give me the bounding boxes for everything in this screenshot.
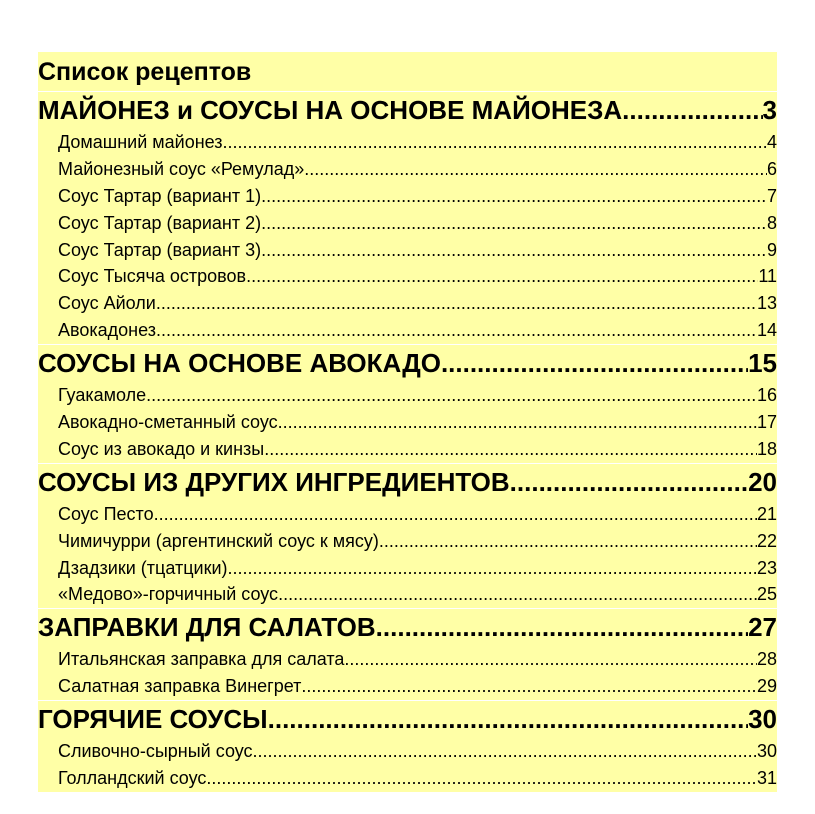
dot-leader — [223, 129, 767, 156]
entry-title: «Медово»-горчичный соус — [58, 584, 279, 605]
section-title: СОУСЫ ИЗ ДРУГИХ ИНГРЕДИЕНТОВ — [38, 466, 510, 497]
toc-entry-row[interactable] — [38, 673, 777, 700]
toc-entry-row[interactable] — [38, 210, 777, 237]
dot-leader — [510, 464, 748, 501]
toc-section-row[interactable] — [38, 463, 777, 501]
entry-title: Салатная заправка Винегрет — [58, 676, 302, 697]
dot-leader — [304, 156, 767, 183]
dot-leader — [379, 528, 757, 555]
toc-entry-row[interactable] — [38, 738, 777, 765]
toc-section-row[interactable] — [38, 344, 777, 382]
page-number: 15 — [748, 348, 777, 379]
page-number: 16 — [756, 385, 777, 406]
entry-title: Чимичурри (аргентинский соус к мясу) — [58, 530, 379, 551]
entry-title: Итальянская заправка для салата — [58, 649, 345, 670]
page-number: 6 — [766, 158, 777, 179]
page-number: 4 — [766, 132, 777, 152]
toc-entry-row[interactable] — [38, 646, 777, 673]
dot-leader — [253, 738, 757, 765]
dot-leader — [246, 263, 758, 290]
toc-entry-row[interactable] — [38, 409, 777, 436]
toc-entry-row[interactable] — [38, 290, 777, 317]
page-number: 28 — [756, 649, 777, 670]
page-number: 25 — [756, 584, 777, 605]
page-number: 29 — [756, 676, 777, 697]
toc-entry-row[interactable] — [38, 501, 777, 528]
dot-leader — [622, 92, 762, 129]
page-number: 18 — [756, 438, 777, 459]
entry-title: Соус Тартар (вариант 1) — [58, 185, 262, 206]
dot-leader — [278, 581, 757, 608]
dot-leader — [344, 646, 757, 673]
page-number: 17 — [756, 412, 777, 433]
entry-title: Соус Айоли — [58, 293, 156, 314]
toc-entry-row[interactable] — [38, 237, 777, 264]
toc-entry-row[interactable] — [38, 436, 777, 463]
entry-title: Сливочно-сырный соус — [58, 741, 253, 762]
toc-section-row[interactable] — [38, 91, 777, 129]
toc-title: Список рецептов — [38, 58, 252, 86]
dot-leader — [206, 765, 757, 792]
entry-title: Соус из авокадо и кинзы — [58, 438, 265, 459]
page-number: 14 — [756, 320, 777, 341]
dot-leader — [441, 345, 748, 382]
entry-title: Домашний майонез — [58, 132, 223, 152]
section-title: СОУСЫ НА ОСНОВЕ АВОКАДО — [38, 348, 441, 379]
entry-title: Авокадонез — [58, 320, 156, 341]
page-number: 30 — [756, 741, 777, 762]
table-of-contents — [38, 52, 777, 792]
toc-entry-row[interactable] — [38, 382, 777, 409]
dot-leader — [376, 609, 748, 646]
dot-leader — [156, 290, 757, 317]
dot-leader — [261, 237, 767, 264]
page-number: 30 — [748, 704, 777, 735]
toc-entry-row[interactable] — [38, 129, 777, 156]
page-number: 31 — [756, 768, 777, 789]
dot-leader — [154, 501, 757, 528]
entry-title: Соус Песто — [58, 503, 154, 524]
page-number: 8 — [766, 212, 777, 233]
dot-leader — [278, 409, 757, 436]
page-number: 20 — [748, 466, 777, 497]
entry-title: Гуакамоле — [58, 385, 147, 406]
entry-title: Соус Тартар (вариант 2) — [58, 212, 262, 233]
section-title: МАЙОНЕЗ и СОУСЫ НА ОСНОВЕ МАЙОНЕЗА — [38, 95, 623, 125]
dot-leader — [228, 555, 757, 582]
page-number: 9 — [766, 239, 777, 260]
entry-title: Соус Тартар (вариант 3) — [58, 239, 262, 260]
toc-entry-row[interactable] — [38, 581, 777, 608]
section-title: ЗАПРАВКИ ДЛЯ САЛАТОВ — [38, 612, 376, 643]
dot-leader — [146, 382, 757, 409]
dot-leader — [301, 673, 757, 700]
dot-leader — [264, 436, 757, 463]
entry-title: Авокадно-сметанный соус — [58, 412, 278, 433]
page-number: 13 — [756, 293, 777, 314]
toc-section-row[interactable] — [38, 608, 777, 646]
page-number: 27 — [748, 612, 777, 643]
dot-leader — [261, 210, 767, 237]
toc-entry-row[interactable] — [38, 765, 777, 792]
page-number: 11 — [758, 266, 777, 287]
page-number: 3 — [762, 95, 777, 125]
entry-title: Майонезный соус «Ремулад» — [58, 158, 305, 179]
toc-entry-row[interactable] — [38, 317, 777, 344]
dot-leader — [261, 183, 767, 210]
toc-entry-row[interactable] — [38, 156, 777, 183]
toc-entry-row[interactable] — [38, 183, 777, 210]
dot-leader — [156, 317, 757, 344]
page-number: 22 — [756, 530, 777, 551]
page-number: 21 — [756, 503, 777, 524]
toc-entry-row[interactable] — [38, 263, 777, 290]
toc-section-row[interactable] — [38, 700, 777, 738]
entry-title: Дзадзики (тцатцики) — [58, 557, 228, 578]
entry-title: Соус Тысяча островов — [58, 266, 247, 287]
toc-entry-row[interactable] — [38, 528, 777, 555]
section-title: ГОРЯЧИЕ СОУСЫ — [38, 704, 268, 735]
entry-title: Голландский соус — [58, 768, 207, 789]
dot-leader — [268, 701, 748, 738]
page-number: 23 — [756, 557, 777, 578]
toc-entry-row[interactable] — [38, 555, 777, 582]
page-number: 7 — [766, 185, 777, 206]
